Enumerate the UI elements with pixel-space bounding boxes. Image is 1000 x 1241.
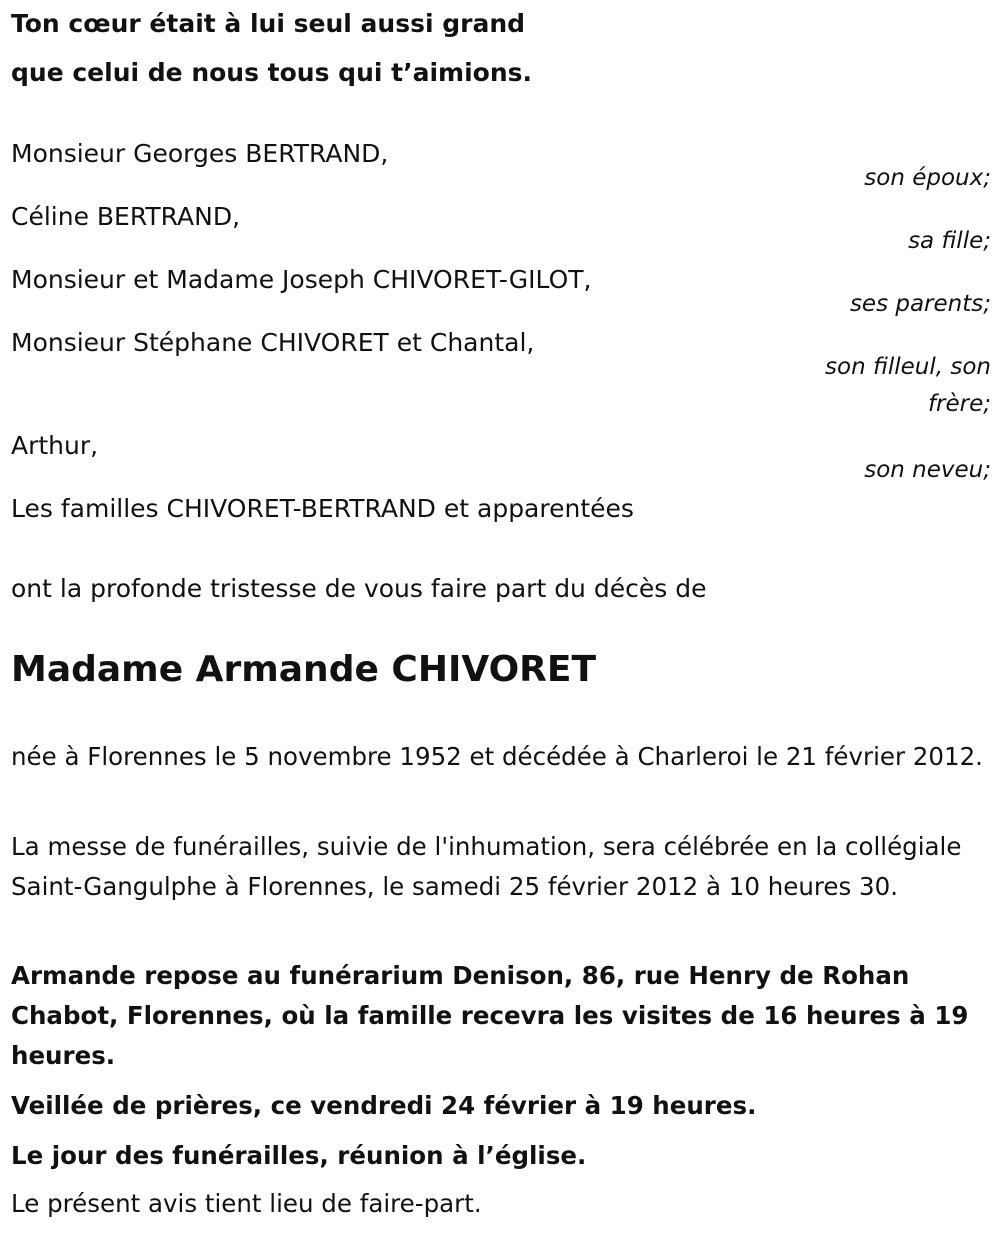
vigil-paragraph: Veillée de prières, ce vendredi 24 février à 19 heures. (11, 1091, 757, 1120)
funerarium-paragraph: Armande repose au funérarium Denison, 86, rue Henry de Rohan Chabot, Florennes, où la famille recevra les visites de 16 heures à 19 heures. (11, 961, 969, 1070)
deceased-name: Madame Armande CHIVORET (11, 649, 597, 690)
meeting-paragraph: Le jour des funérailles, réunion à l’église. (11, 1141, 587, 1170)
family-member-name: Monsieur Stéphane CHIVORET et Chantal, (11, 328, 535, 357)
family-member-relation: sa fille; (908, 228, 991, 254)
announcement-text: ont la profonde tristesse de vous faire part du décès de (11, 574, 707, 603)
birth-death-paragraph: née à Florennes le 5 novembre 1952 et décédée à Charleroi le 21 février 2012. (11, 742, 983, 771)
family-member-name: Arthur, (11, 431, 99, 460)
family-member-name: Céline BERTRAND, (11, 202, 241, 231)
family-member-name: Les familles CHIVORET-BERTRAND et apparentées (11, 494, 634, 523)
family-member-name: Monsieur Georges BERTRAND, (11, 139, 389, 168)
epitaph-line-1: Ton cœur était à lui seul aussi grand (11, 9, 526, 38)
family-member-relation: son neveu; (864, 457, 991, 483)
family-member-relation: son filleul, son frère; (825, 354, 991, 417)
family-member-relation: ses parents; (849, 291, 991, 317)
family-member-name: Monsieur et Madame Joseph CHIVORET-GILOT, (11, 265, 592, 294)
funeral-mass-paragraph: La messe de funérailles, suivie de l'inhumation, sera célébrée en la collégiale Saint-Gangulphe à Florennes, le samedi 25 février 2012 à 10 heures 30. (11, 832, 962, 901)
epitaph-line-2: que celui de nous tous qui t’aimions. (11, 58, 533, 87)
family-member-relation: son époux; (864, 165, 991, 191)
notice-paragraph: Le présent avis tient lieu de faire-part. (11, 1189, 482, 1218)
